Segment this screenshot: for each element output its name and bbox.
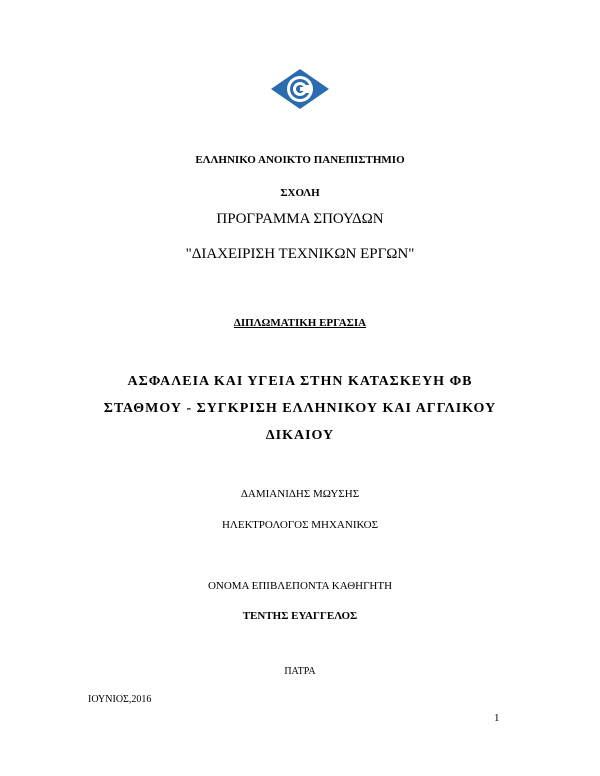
city-label: ΠΑΤΡΑ xyxy=(284,666,316,677)
thesis-label: ΔΙΠΛΩΜΑΤΙΚΗ ΕΡΓΑΣΙΑ xyxy=(233,317,367,329)
supervisor-label: ΟΝΟΜΑ ΕΠΙΒΛΕΠΟΝΤΑ ΚΑΘΗΓΗΤΗ xyxy=(207,580,393,592)
program-name: "ΔΙΑΧΕΙΡΙΣΗ ΤΕΧΝΙΚΩΝ ΕΡΓΩΝ" xyxy=(185,246,415,262)
author-name: ΔΑΜΙΑΝΙΔΗΣ ΜΩΥΣΗΣ xyxy=(240,488,360,500)
date-label: ΙΟΥΝΙΟΣ,2016 xyxy=(88,694,152,705)
author-profession: ΗΛΕΚΤΡΟΛΟΓΟΣ ΜΗΧΑΝΙΚΟΣ xyxy=(221,519,379,531)
supervisor-name: ΤΕΝΤΗΣ ΕΥΑΓΓΕΛΟΣ xyxy=(242,610,358,622)
thesis-title-line: ΑΣΦΑΛΕΙΑ ΚΑΙ ΥΓΕΙΑ ΣΤΗΝ ΚΑΤΑΣΚΕΥΗ ΦΒ xyxy=(127,374,473,389)
thesis-title-line: ΔΙΚΑΙΟΥ xyxy=(265,428,335,443)
university-logo-icon xyxy=(270,68,330,110)
thesis-title-line: ΣΤΑΘΜΟΥ - ΣΥΓΚΡΙΣΗ ΕΛΛΗΝΙΚΟΥ ΚΑΙ ΑΓΓΛΙΚΟΥ xyxy=(103,401,497,416)
school-label: ΣΧΟΛΗ xyxy=(280,187,320,199)
program-label: ΠΡΟΓΡΑΜΜΑ ΣΠΟΥΔΩΝ xyxy=(216,211,384,227)
university-name: ΕΛΛΗΝΙΚΟ ΑΝΟΙΚΤΟ ΠΑΝΕΠΙΣΤΗΜΙΟ xyxy=(195,154,405,166)
page-number: 1 xyxy=(494,712,500,724)
